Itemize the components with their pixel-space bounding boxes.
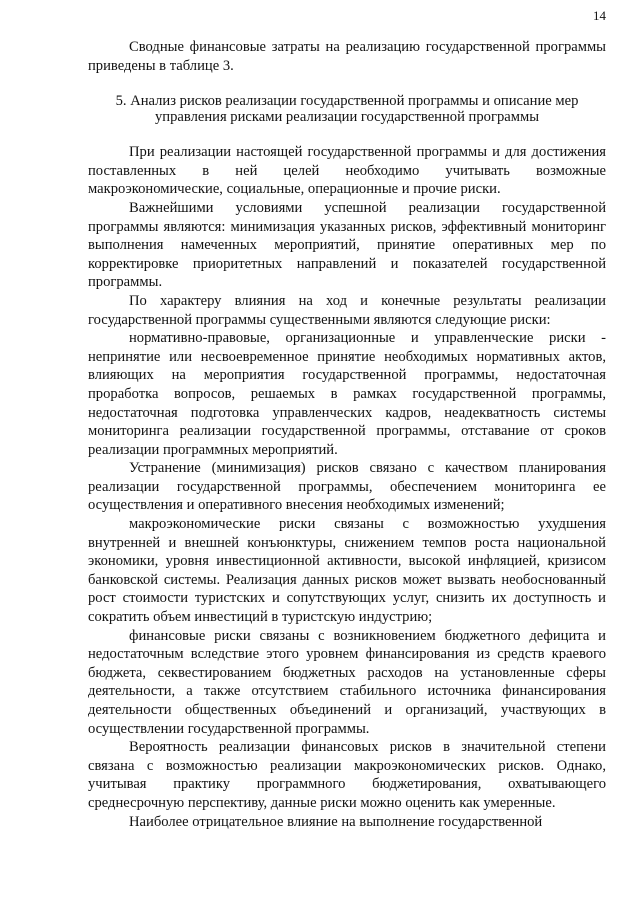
paragraph: Устранение (минимизация) рисков связано с качеством планирования реализации государственной программы, обеспечением мониторинга ее осуществления и оперативного внесения необходимых изменений;	[88, 460, 606, 514]
paragraph: При реализации настоящей государственной программы и для достижения поставленных в ней целей необходимо учитывать возможные макроэкономические, социальные, операционные и прочие риски.	[88, 144, 606, 198]
document-body	[88, 38, 606, 831]
section-heading: 5. Анализ рисков реализации государственной программы и описание мер управления рисками реализации государственной программы	[115, 93, 579, 126]
paragraph: По характеру влияния на ход и конечные результаты реализации государственной программы существенными являются следующие риски:	[88, 292, 606, 328]
paragraph: финансовые риски связаны с возникновением бюджетного дефицита и недостаточным вследствие этого уровнем финансирования из средств краевого бюджета, секвестированием бюджетных расходов на установленные сферы деятельности, а также отсутствием стабильного источника финансирования деятельности общественных объединений и организаций, участвующих в осуществлении государственной программы.	[88, 627, 606, 737]
page-number: 14	[593, 8, 606, 23]
intro-paragraph: Сводные финансовые затраты на реализацию государственной программы приведены в таблице 3.	[88, 39, 606, 74]
paragraph: Вероятность реализации финансовых рисков в значительной степени связана с возможностью реализации макроэкономических рисков. Однако, учитывая практику программного бюджетирования, охватывающего среднесрочную перспективу, данные риски можно оценить как умеренные.	[88, 739, 606, 811]
paragraph: макроэкономические риски связаны с возможностью ухудшения внутренней и внешней конъюнктуры, снижением темпов роста национальной экономики, уровня инвестиционной активности, высокой инфляцией, кризисом банковской системы. Реализация данных рисков может вызвать необоснованный рост стоимости туристских и сопутствующих услуг, снизить их доступность и сократить объем инвестиций в туристскую индустрию;	[88, 516, 606, 626]
paragraph: Важнейшими условиями успешной реализации государственной программы являются: минимизация указанных рисков, эффективный мониторинг выполнения намеченных мероприятий, принятие оперативных мер по корректировке приоритетных направлений и показателей государственной программы.	[88, 199, 606, 291]
paragraph: Наиболее отрицательное влияние на выполнение государственной	[129, 813, 543, 830]
paragraph: нормативно-правовые, организационные и управленческие риски - непринятие или несвоевременное принятие необходимых нормативных актов, влияющих на мероприятия государственной программы, недостаточная проработка вопросов, решаемых в рамках государственной программы, недостаточная подготовка управленческих кадров, неадекватность системы мониторинга реализации государственной программы, отставание от сроков реализации программных мероприятий.	[88, 330, 606, 458]
